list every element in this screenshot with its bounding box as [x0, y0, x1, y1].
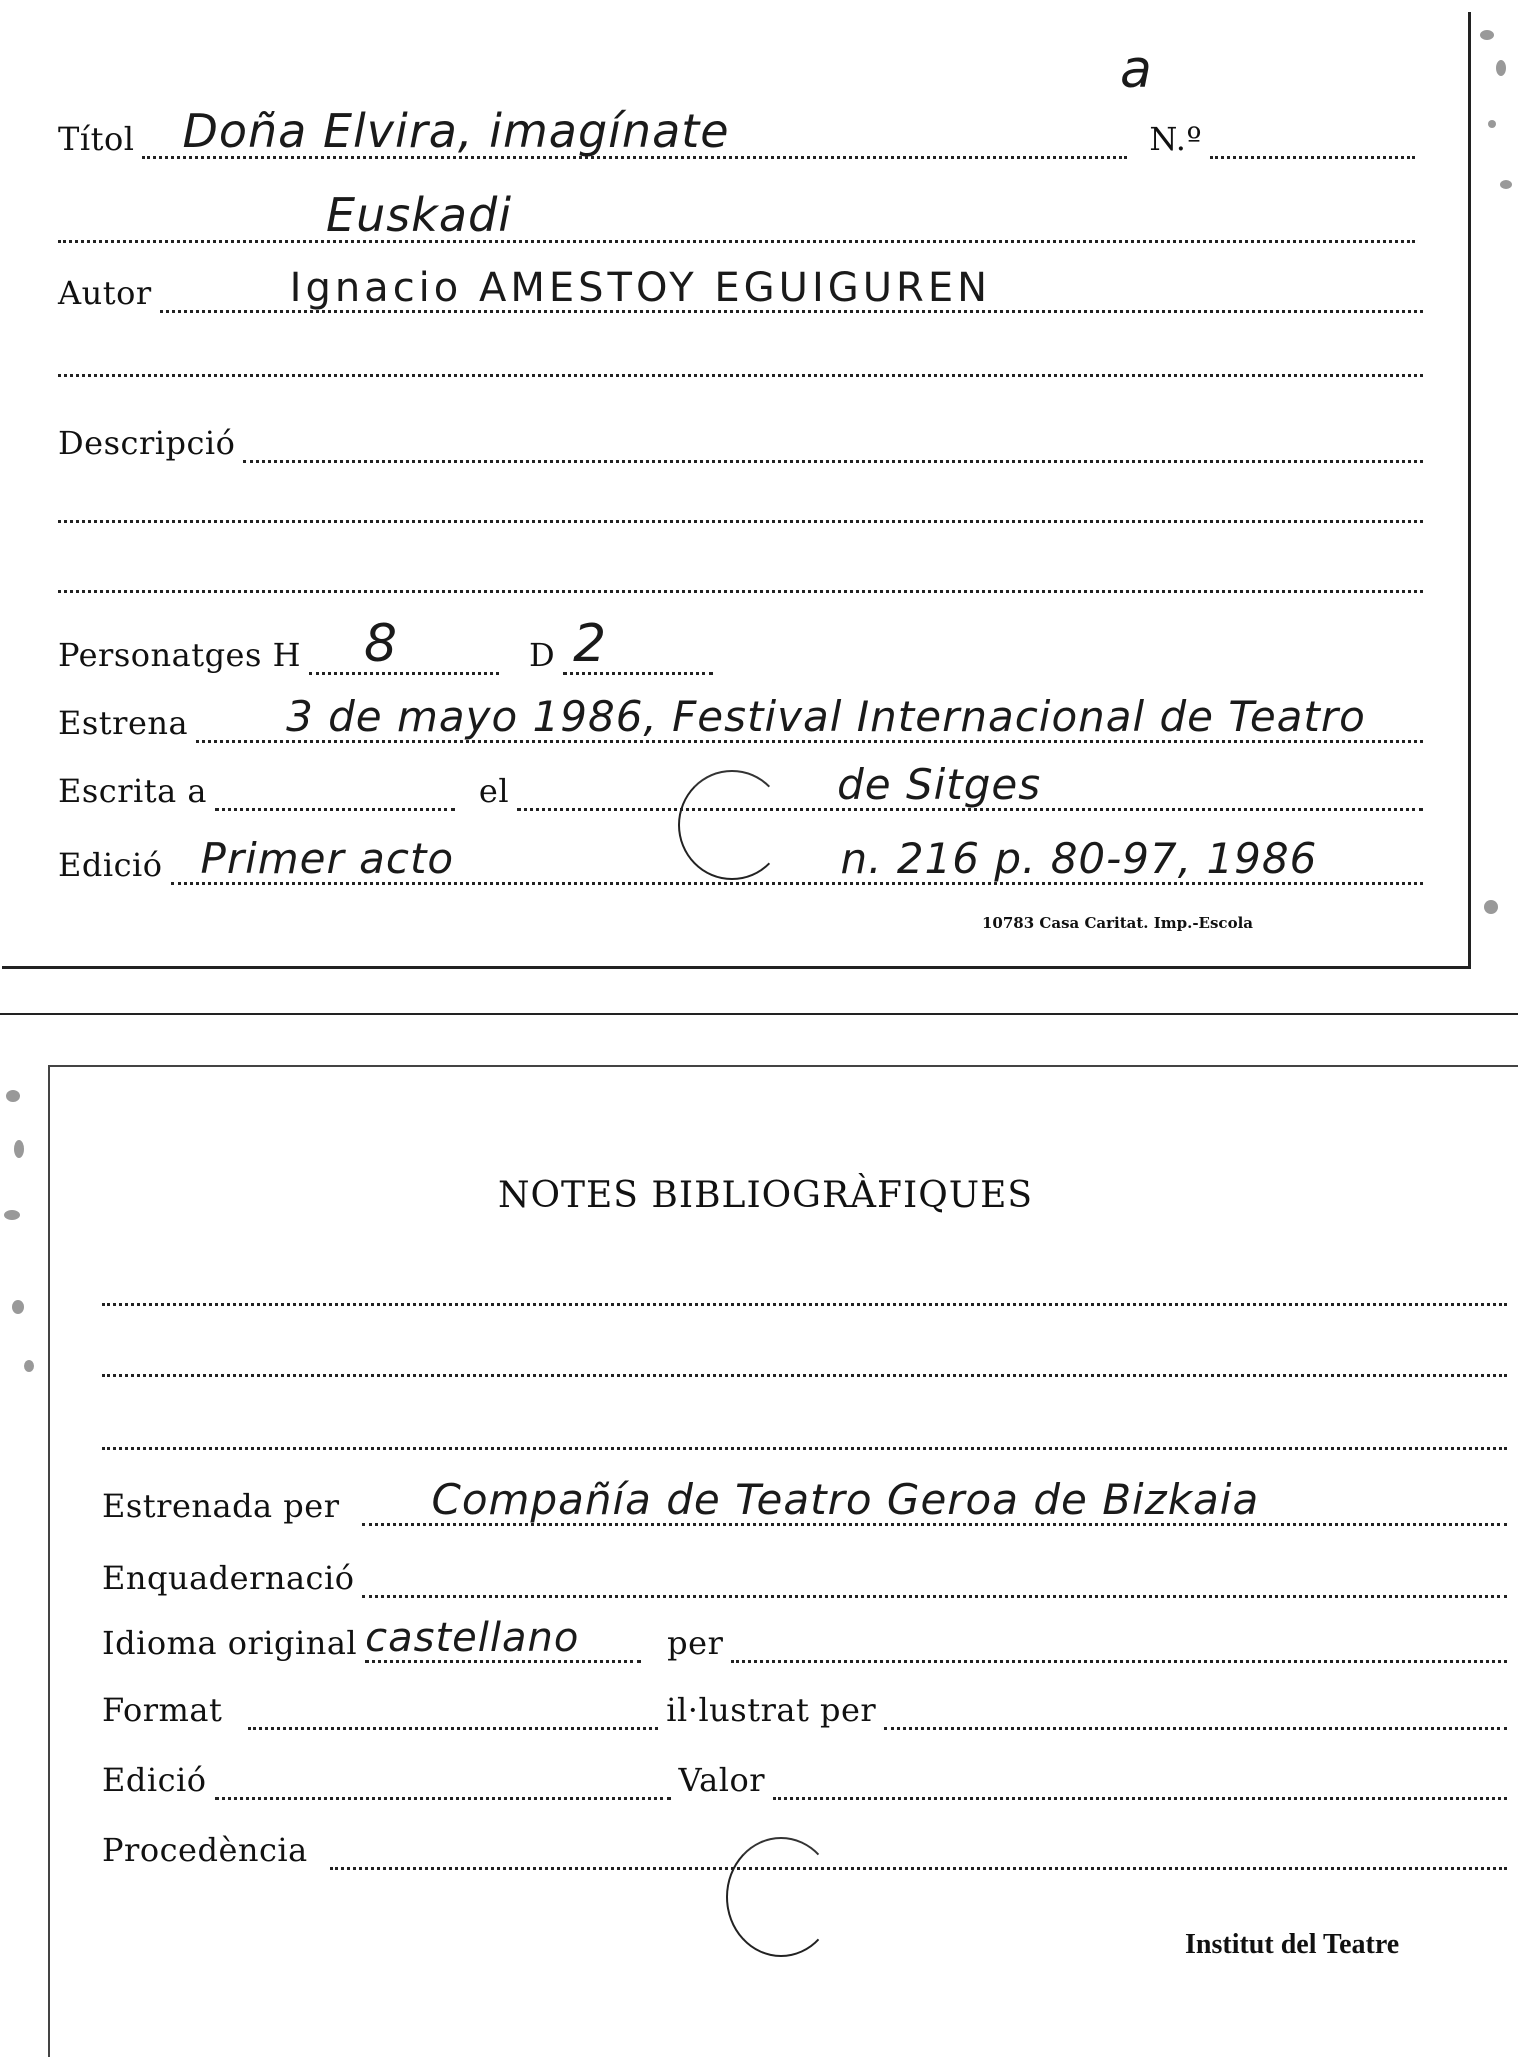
per-label: per	[667, 1624, 724, 1662]
descripcio-field[interactable]	[243, 412, 1423, 463]
autor-value: Ignacio AMESTOY EGUIGUREN	[289, 265, 992, 311]
titol-field-2[interactable]	[58, 188, 1415, 243]
printer-imprint: 10783 Casa Caritat. Imp.-Escola	[982, 914, 1253, 932]
enquadernacio-field[interactable]	[362, 1547, 1507, 1598]
escrita-field[interactable]	[215, 760, 455, 811]
edicio-back-row	[102, 1749, 1507, 1800]
punch-hole-mark	[678, 770, 786, 880]
personatges-d-label: D	[528, 636, 556, 674]
estrena-field[interactable]	[196, 692, 1423, 743]
notes-line-1	[102, 1303, 1507, 1306]
personatges-d-field[interactable]	[563, 614, 713, 675]
titol-field[interactable]	[142, 104, 1127, 159]
idioma-field[interactable]	[365, 1612, 641, 1663]
numero-label: N.º	[1149, 120, 1202, 158]
personatges-row	[58, 614, 1423, 675]
titol-row-2	[58, 188, 1423, 243]
card-separator	[0, 1013, 1518, 1015]
enquadernacio-row	[102, 1547, 1507, 1598]
punch-hole-mark-back	[726, 1837, 836, 1957]
descripcio-row	[58, 412, 1423, 463]
per-field[interactable]	[731, 1612, 1507, 1663]
notes-line-2	[102, 1374, 1507, 1377]
valor-label: Valor	[678, 1761, 766, 1799]
titol-value-2: Euskadi	[326, 188, 512, 242]
procedencia-label: Procedència	[102, 1831, 308, 1869]
edicio-back-field[interactable]	[215, 1749, 671, 1800]
autor-label: Autor	[58, 274, 152, 312]
illustrat-label: il·lustrat per	[666, 1691, 877, 1729]
edicio-back-label: Edició	[102, 1761, 207, 1799]
idioma-value: castellano	[365, 1615, 580, 1661]
descripcio-label: Descripció	[58, 424, 236, 462]
idioma-row	[102, 1612, 1507, 1663]
autor-extra-line	[58, 374, 1423, 377]
estrenada-row	[102, 1475, 1507, 1526]
personatges-h-value: 8	[363, 614, 399, 674]
descripcio-line-3	[58, 590, 1423, 593]
institution-name: Institut del Teatre	[1185, 1929, 1400, 1960]
format-label: Format	[102, 1691, 223, 1729]
titol-value: Doña Elvira, imagínate	[182, 104, 730, 158]
el-label: el	[478, 772, 510, 810]
estrenada-label: Estrenada per	[102, 1487, 340, 1525]
edicio-value-2: n. 216 p. 80-97, 1986	[840, 834, 1318, 883]
illustrat-field[interactable]	[884, 1679, 1507, 1730]
estrenada-value: Compañía de Teatro Geroa de Bizkaia	[431, 1475, 1260, 1524]
procedencia-field[interactable]	[330, 1819, 1507, 1870]
personatges-h-field[interactable]	[309, 614, 499, 675]
idioma-label: Idioma original	[102, 1624, 358, 1662]
estrena-label: Estrena	[58, 704, 189, 742]
edicio-value: Primer acto	[200, 834, 455, 883]
estrenada-field[interactable]	[362, 1475, 1507, 1526]
el-field[interactable]	[517, 760, 1423, 811]
catalog-card-front	[2, 12, 1471, 969]
titol-label: Títol	[58, 120, 135, 158]
descripcio-line-2	[58, 520, 1423, 523]
notes-line-3	[102, 1447, 1507, 1450]
autor-field[interactable]	[160, 262, 1423, 313]
edicio-label: Edició	[58, 846, 163, 884]
escrita-label: Escrita a	[58, 772, 207, 810]
edicio-field[interactable]	[171, 834, 1424, 885]
format-field[interactable]	[248, 1679, 658, 1730]
enquadernacio-label: Enquadernació	[102, 1559, 355, 1597]
el-value: de Sitges	[837, 760, 1042, 809]
autor-row	[58, 262, 1423, 313]
notes-heading: NOTES BIBLIOGRÀFIQUES	[498, 1175, 1034, 1216]
corner-mark: a	[1120, 40, 1152, 100]
titol-row	[58, 104, 1423, 159]
format-row	[102, 1679, 1507, 1730]
personatges-d-value: 2	[573, 614, 608, 674]
catalog-card-back	[48, 1065, 1518, 2057]
personatges-label: Personatges H	[58, 636, 301, 674]
valor-field[interactable]	[773, 1749, 1507, 1800]
numero-field[interactable]	[1210, 108, 1415, 159]
estrena-value: 3 de mayo 1986, Festival Internacional de Teatro	[286, 692, 1366, 741]
estrena-row	[58, 692, 1423, 743]
